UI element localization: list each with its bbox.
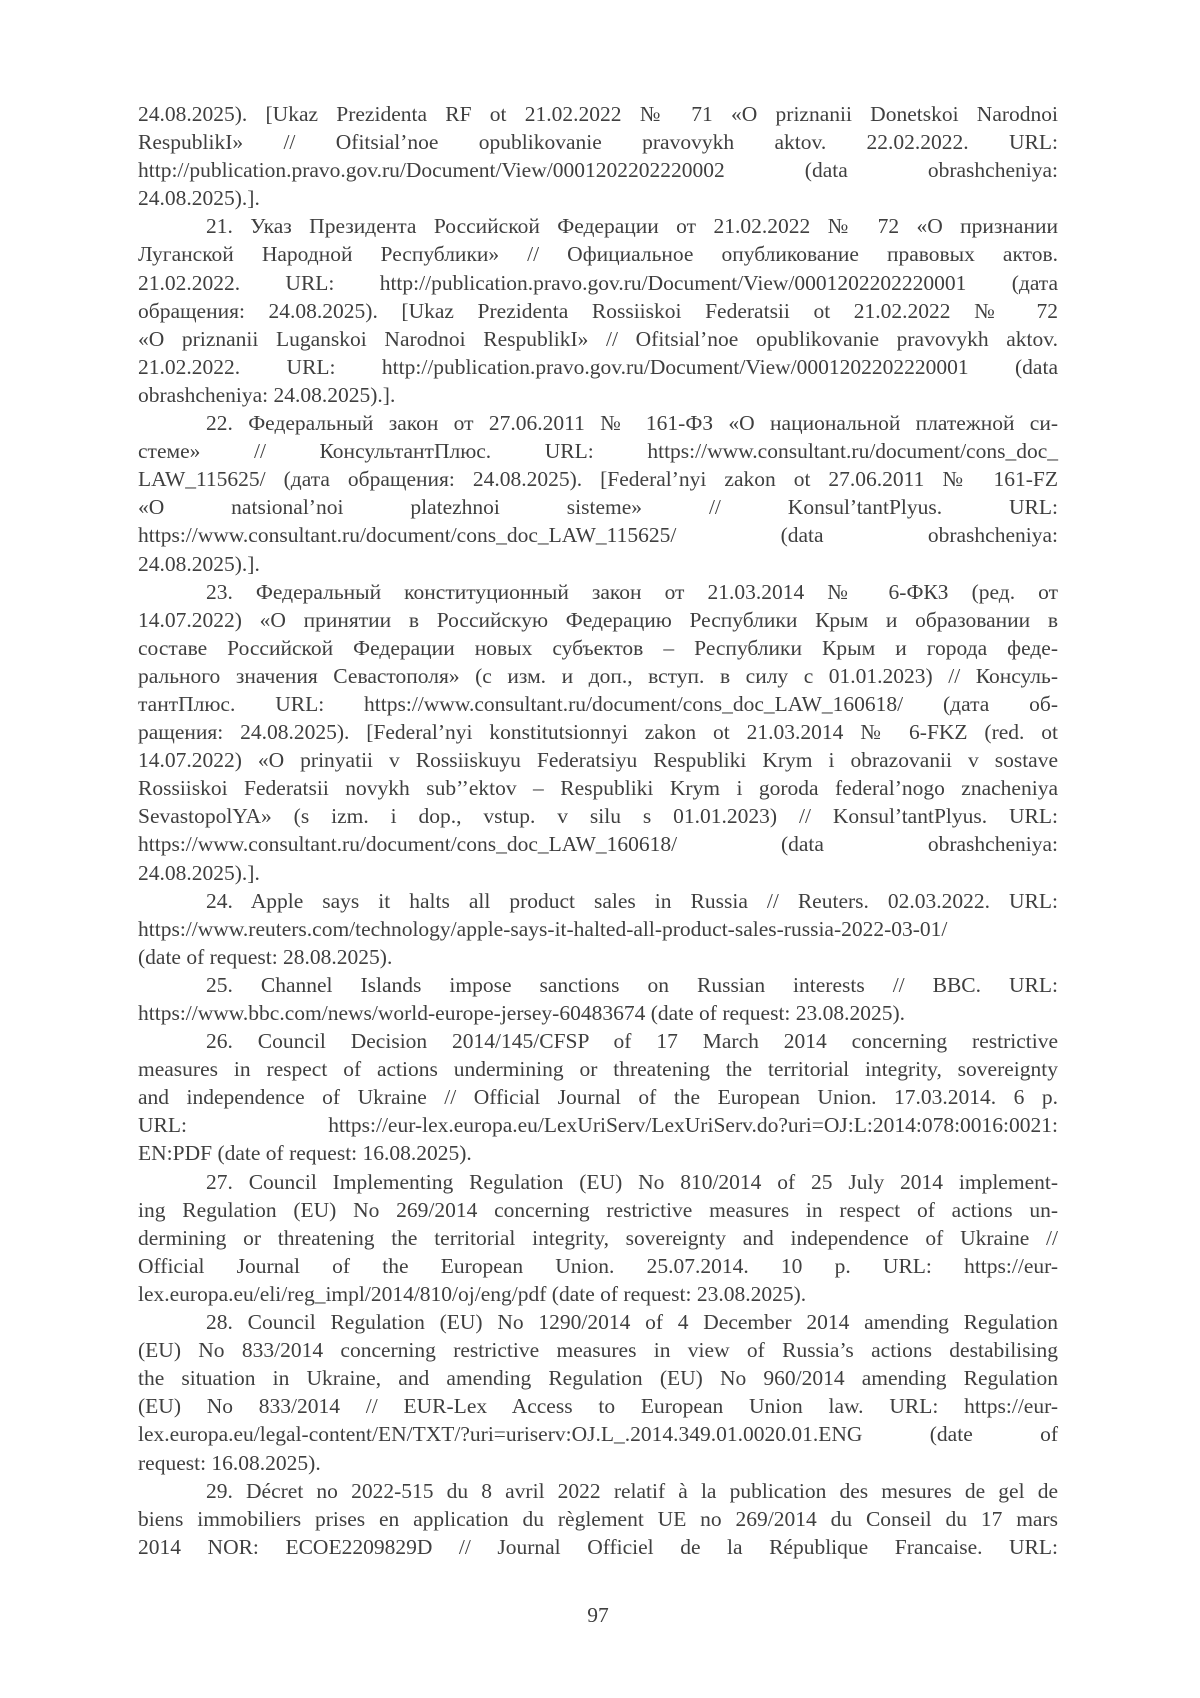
reference-line: https://www.consultant.ru/document/cons_doc_LAW_115625/ (data obrashcheniya: xyxy=(138,523,1058,548)
reference-line: EN:PDF (date of request: 16.08.2025). xyxy=(138,1141,472,1166)
reference-line: «O priznanii Luganskoi Narodnoi RespublikI» // Ofitsial’noe opublikovanie pravovykh aktov. xyxy=(138,326,1058,351)
reference-line: obrashcheniya: 24.08.2025).]. xyxy=(138,382,396,407)
reference-line: 24.08.2025).]. xyxy=(138,551,260,576)
reference-line: URL: https://eur-lex.europa.eu/LexUriServ/LexUriServ.do?uri=OJ:L:2014:078:0016:0021: xyxy=(138,1113,1058,1138)
reference-line: lex.europa.eu/eli/reg_impl/2014/810/oj/eng/pdf (date of request: 23.08.2025). xyxy=(138,1281,807,1306)
reference-line: Official Journal of the European Union. 25.07.2014. 10 p. URL: https://eur- xyxy=(138,1253,1058,1278)
page-number: 97 xyxy=(587,1603,609,1627)
reference-23 xyxy=(138,578,1058,887)
reference-line: and independence of Ukraine // Official Journal of the European Union. 17.03.2014. 6 p. xyxy=(138,1085,1058,1110)
reference-line: lex.europa.eu/legal-content/EN/TXT/?uri=uriserv:OJ.L_.2014.349.01.0020.01.ENG (date of xyxy=(138,1422,1058,1447)
reference-28 xyxy=(138,1308,1058,1477)
reference-line: 27. Council Implementing Regulation (EU) No 810/2014 of 25 July 2014 implement- xyxy=(206,1169,1058,1194)
reference-line: 2014 NOR: ECOE2209829D // Journal Officiel de la République Francaise. URL: xyxy=(138,1534,1058,1559)
reference-line: https://www.reuters.com/technology/apple-says-it-halted-all-product-sales-russia-2022-03-01/ xyxy=(138,916,948,941)
reference-line: Rossiiskoi Federatsii novykh sub’’ektov – Respubliki Krym i goroda federal’nogo znacheniya xyxy=(138,776,1058,801)
reference-line: (date of request: 28.08.2025). xyxy=(138,944,393,969)
reference-line: 21. Указ Президента Российской Федерации от 21.02.2022 № 72 «О признании xyxy=(206,214,1058,239)
reference-line: 24.08.2025). [Ukaz Prezidenta RF ot 21.02.2022 № 71 «O priznanii Donetskoi Narodnoi xyxy=(138,102,1058,126)
reference-line: 25. Channel Islands impose sanctions on Russian interests // BBC. URL: xyxy=(206,972,1058,997)
reference-line: 28. Council Regulation (EU) No 1290/2014 of 4 December 2014 amending Regulation xyxy=(206,1310,1058,1335)
reference-line: dermining or threatening the territorial integrity, sovereignty and independence of Ukraine // xyxy=(138,1225,1058,1250)
reference-line: тантПлюс. URL: https://www.consultant.ru/document/cons_doc_LAW_160618/ (дата об- xyxy=(138,691,1058,716)
reference-line: the situation in Ukraine, and amending Regulation (EU) No 960/2014 amending Regulation xyxy=(138,1366,1058,1391)
reference-line: (EU) No 833/2014 // EUR-Lex Access to European Union law. URL: https://eur- xyxy=(138,1394,1058,1419)
reference-line: обращения: 24.08.2025). [Ukaz Prezidenta Rossiiskoi Federatsii ot 21.02.2022 № 72 xyxy=(138,298,1058,323)
reference-line: RespublikI» // Ofitsial’noe opublikovanie pravovykh aktov. 22.02.2022. URL: xyxy=(138,130,1058,155)
reference-24 xyxy=(138,887,1058,971)
reference-20-continuation xyxy=(138,100,1058,212)
reference-21 xyxy=(138,212,1058,409)
reference-line: 22. Федеральный закон от 27.06.2011 № 161-ФЗ «О национальной платежной си- xyxy=(206,411,1058,436)
reference-line: SevastopolYA» (s izm. i dop., vstup. v silu s 01.01.2023) // Konsul’tantPlyus. URL: xyxy=(138,804,1058,829)
reference-line: 24. Apple says it halts all product sales in Russia // Reuters. 02.03.2022. URL: xyxy=(206,888,1058,913)
reference-line: request: 16.08.2025). xyxy=(138,1450,321,1475)
reference-line: составе Российской Федерации новых субъектов – Республики Крым и города феде- xyxy=(138,635,1058,660)
reference-line: 24.08.2025).]. xyxy=(138,186,260,211)
reference-line: biens immobiliers prises en application du règlement UE no 269/2014 du Conseil du 17 mars xyxy=(138,1506,1058,1531)
reference-line: 29. Décret no 2022-515 du 8 avril 2022 relatif à la publication des mesures de gel de xyxy=(206,1478,1058,1503)
reference-line: (EU) No 833/2014 concerning restrictive measures in view of Russia’s actions destabilising xyxy=(138,1338,1058,1363)
reference-25 xyxy=(138,971,1058,1027)
reference-26 xyxy=(138,1027,1058,1167)
reference-22 xyxy=(138,409,1058,578)
reference-line: https://www.bbc.com/news/world-europe-jersey-60483674 (date of request: 23.08.2025). xyxy=(138,1001,906,1025)
reference-line: 26. Council Decision 2014/145/CFSP of 17 March 2014 concerning restrictive xyxy=(206,1029,1058,1054)
reference-line: 21.02.2022. URL: http://publication.pravo.gov.ru/Document/View/0001202202220001 (data xyxy=(138,354,1058,379)
reference-line: measures in respect of actions undermining or threatening the territorial integrity, sovereignty xyxy=(138,1057,1058,1082)
reference-27 xyxy=(138,1168,1058,1308)
references-list xyxy=(138,100,1058,1561)
reference-line: стеме» // КонсультантПлюс. URL: https://www.consultant.ru/document/cons_doc_ xyxy=(138,439,1058,464)
reference-line: ращения: 24.08.2025). [Federal’nyi konstitutsionnyi zakon ot 21.03.2014 № 6-FKZ (red. ot xyxy=(138,720,1058,745)
reference-line: рального значения Севастополя» (с изм. и доп., вступ. в силу с 01.01.2023) // Консуль- xyxy=(138,663,1058,688)
reference-line: ing Regulation (EU) No 269/2014 concerning restrictive measures in respect of actions un- xyxy=(138,1197,1058,1222)
reference-29 xyxy=(138,1477,1058,1561)
reference-line: http://publication.pravo.gov.ru/Document/View/0001202202220002 (data obrashcheniya: xyxy=(138,158,1058,183)
reference-line: 14.07.2022) «О принятии в Российскую Федерацию Республики Крым и образовании в xyxy=(138,607,1058,632)
reference-line: https://www.consultant.ru/document/cons_doc_LAW_160618/ (data obrashcheniya: xyxy=(138,832,1058,857)
reference-line: «O natsional’noi platezhnoi sisteme» // Konsul’tantPlyus. URL: xyxy=(138,495,1058,520)
reference-line: Луганской Народной Республики» // Официальное опубликование правовых актов. xyxy=(138,242,1058,267)
reference-line: LAW_115625/ (дата обращения: 24.08.2025). [Federal’nyi zakon ot 27.06.2011 № 161-FZ xyxy=(138,467,1058,492)
reference-line: 21.02.2022. URL: http://publication.pravo.gov.ru/Document/View/0001202202220001 (дата xyxy=(138,270,1058,295)
reference-line: 14.07.2022) «O prinyatii v Rossiiskuyu Federatsiyu Respubliki Krym i obrazovanii v sostave xyxy=(138,748,1058,773)
reference-line: 24.08.2025).]. xyxy=(138,860,260,885)
reference-line: 23. Федеральный конституционный закон от 21.03.2014 № 6-ФКЗ (ред. от xyxy=(206,579,1058,604)
